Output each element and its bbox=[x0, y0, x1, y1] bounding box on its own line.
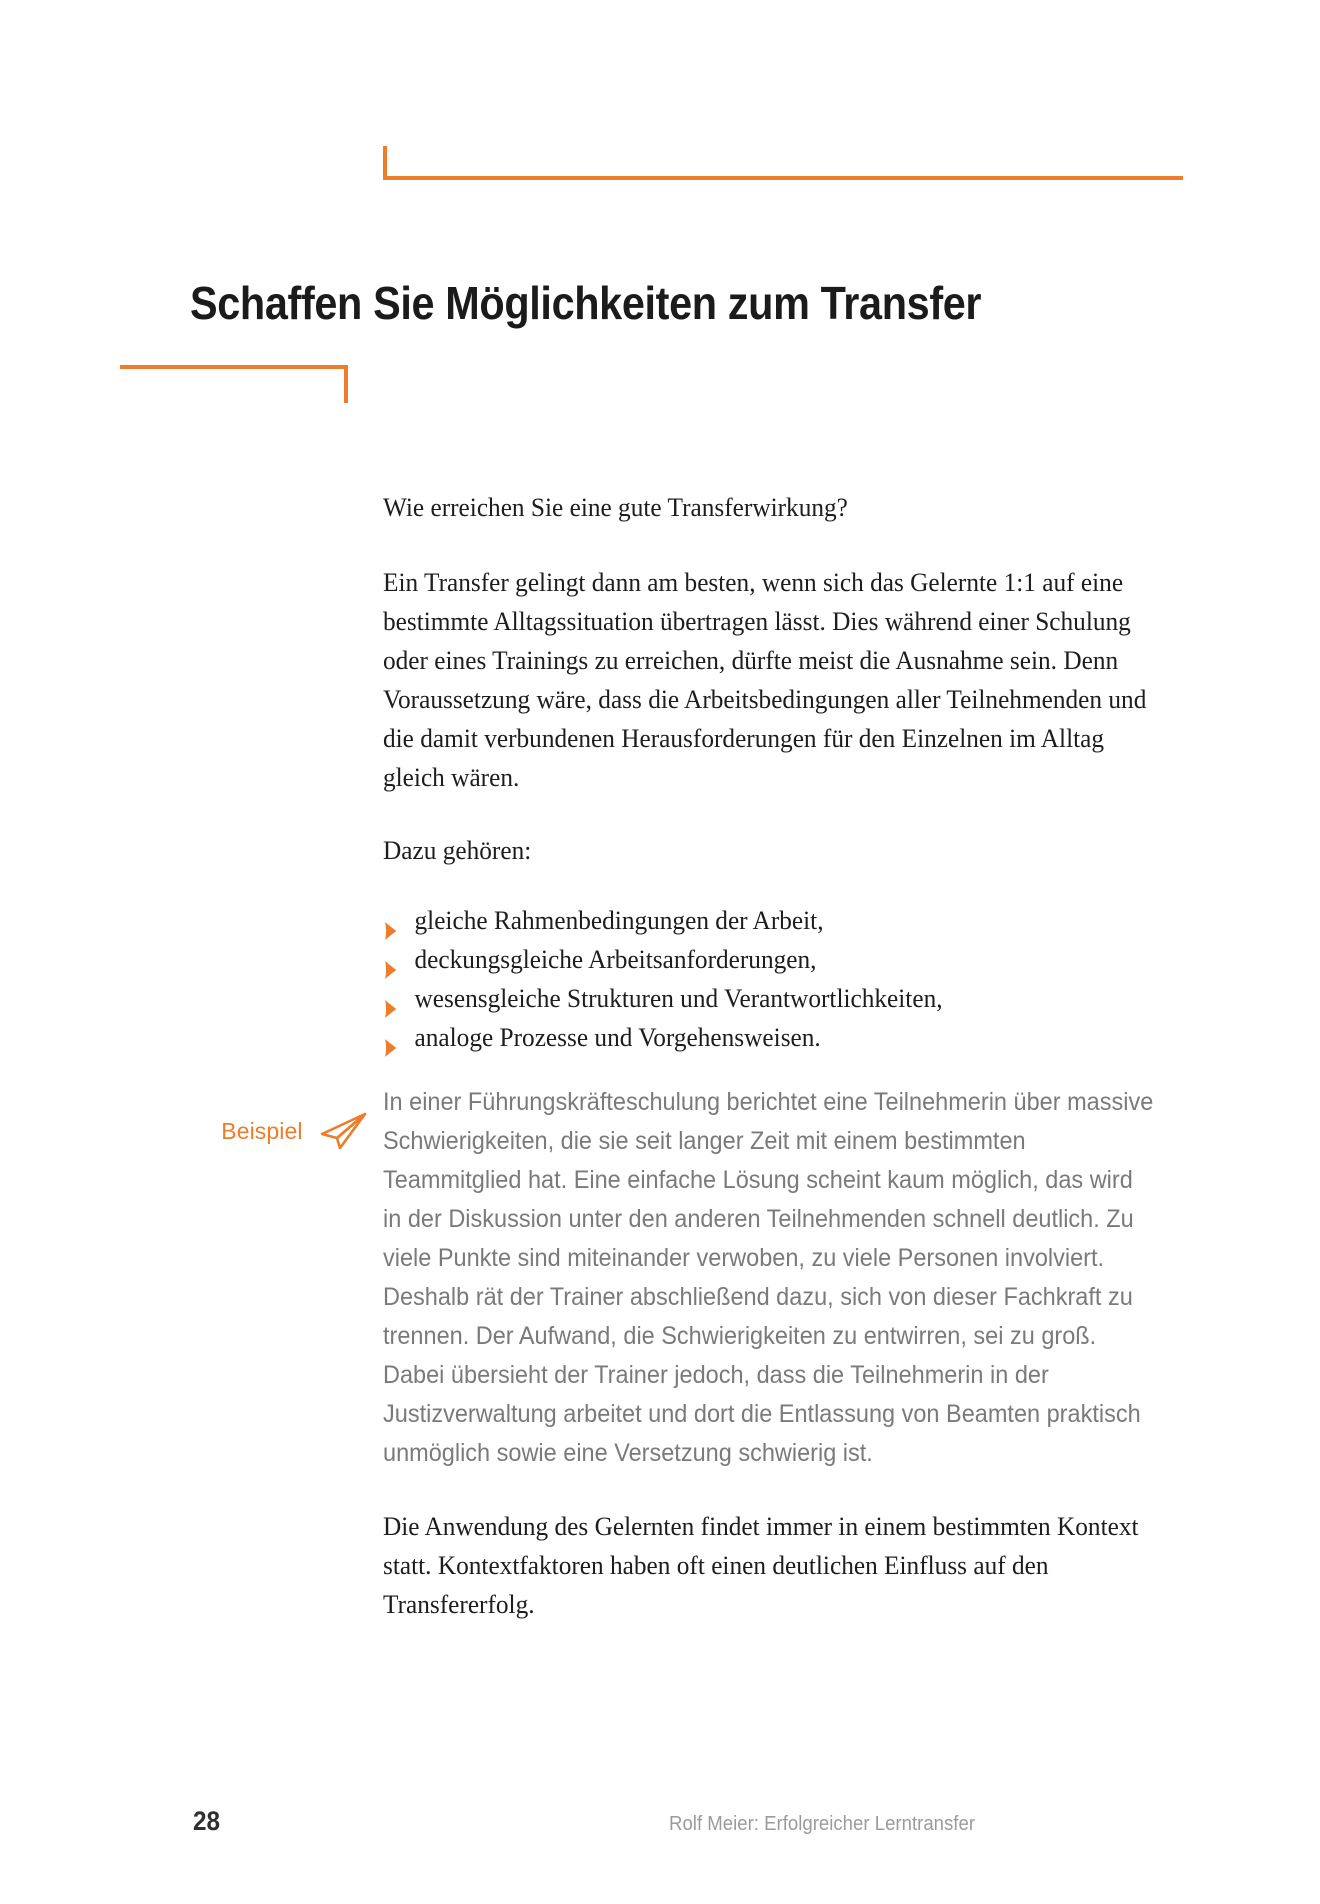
list-item-label: wesensgleiche Strukturen und Verantwortlichkeiten, bbox=[414, 983, 943, 1013]
list-item-label: deckungsgleiche Arbeitsanforderungen, bbox=[414, 944, 817, 974]
list-item bbox=[383, 1018, 1166, 1057]
example-text: In einer Führungskräfteschulung berichtet eine Teilnehmerin über massive Schwierigkeiten, die sie seit langer Zeit mit einem bestimmten Teammitglied hat. Eine einfache Lösung scheint kaum möglich, das wird in der Diskussion unter den anderen Teilnehmenden schnell deutlich. Zu viele Punkte sind miteinander verwoben, zu viele Personen involviert. Deshalb rät der Trainer abschließend dazu, sich von dieser Fachkraft zu trennen. Der Aufwand, die Schwierigkeiten zu entwirren, sei zu groß. Dabei übersieht der Trainer jedoch, dass die Teilnehmerin in der Justizverwaltung arbeitet und dort die Entlassung von Beamten praktisch unmöglich sowie eine Versetzung schwierig ist. bbox=[383, 1088, 1154, 1467]
list-item bbox=[383, 901, 1166, 940]
bracket-bottom-vertical-rule bbox=[344, 365, 348, 403]
decorative-bracket-top bbox=[383, 146, 1183, 180]
bracket-top-vertical-rule bbox=[383, 146, 387, 180]
example-label-text: Beispiel bbox=[221, 1118, 303, 1144]
intro-question: Wie erreichen Sie eine gute Transferwirkung? bbox=[383, 492, 848, 522]
example-callout bbox=[221, 1083, 1203, 1473]
arrow-bullet-icon bbox=[383, 1029, 397, 1047]
arrow-bullet-icon bbox=[383, 951, 397, 969]
bracket-bottom-horizontal-rule bbox=[120, 365, 348, 369]
running-head: Rolf Meier: Erfolgreicher Lerntransfer bbox=[669, 1813, 975, 1835]
list-item-label: analoge Prozesse und Vorgehensweisen. bbox=[414, 1022, 821, 1052]
list-item bbox=[383, 979, 1166, 1018]
decorative-bracket-bottom bbox=[120, 365, 348, 403]
paragraph-2: Die Anwendung des Gelernten findet immer in einem bestimmten Kontext statt. Kontextfaktoren haben oft einen deutlichen Einfluss auf den Transfererfolg. bbox=[383, 1511, 1139, 1619]
list-item bbox=[383, 940, 1166, 979]
bracket-top-horizontal-rule bbox=[383, 176, 1183, 180]
list-intro: Dazu gehören: bbox=[383, 835, 532, 865]
paper-plane-icon bbox=[320, 1111, 368, 1151]
paragraph-1: Ein Transfer gelingt dann am besten, wenn sich das Gelernte 1:1 auf eine bestimmte Alltagssituation übertragen lässt. Dies während einer Schulung oder eines Trainings zu erreichen, dürfte meist die Ausnahme sein. Denn Voraussetzung wäre, dass die Arbeitsbedingungen aller Teilnehmenden und die damit verbundenen Herausforderungen für den Einzelnen im Alltag gleich wären. bbox=[383, 567, 1147, 792]
list-item-label: gleiche Rahmenbedingungen der Arbeit, bbox=[414, 905, 824, 935]
page-number: 28 bbox=[193, 1806, 221, 1836]
example-marker bbox=[158, 1111, 368, 1151]
page-title: Schaffen Sie Möglichkeiten zum Transfer bbox=[190, 276, 982, 329]
arrow-bullet-icon bbox=[383, 912, 397, 930]
arrow-bullet-icon bbox=[383, 990, 397, 1008]
requirements-list bbox=[383, 901, 1203, 1057]
body-column bbox=[221, 488, 1203, 1658]
